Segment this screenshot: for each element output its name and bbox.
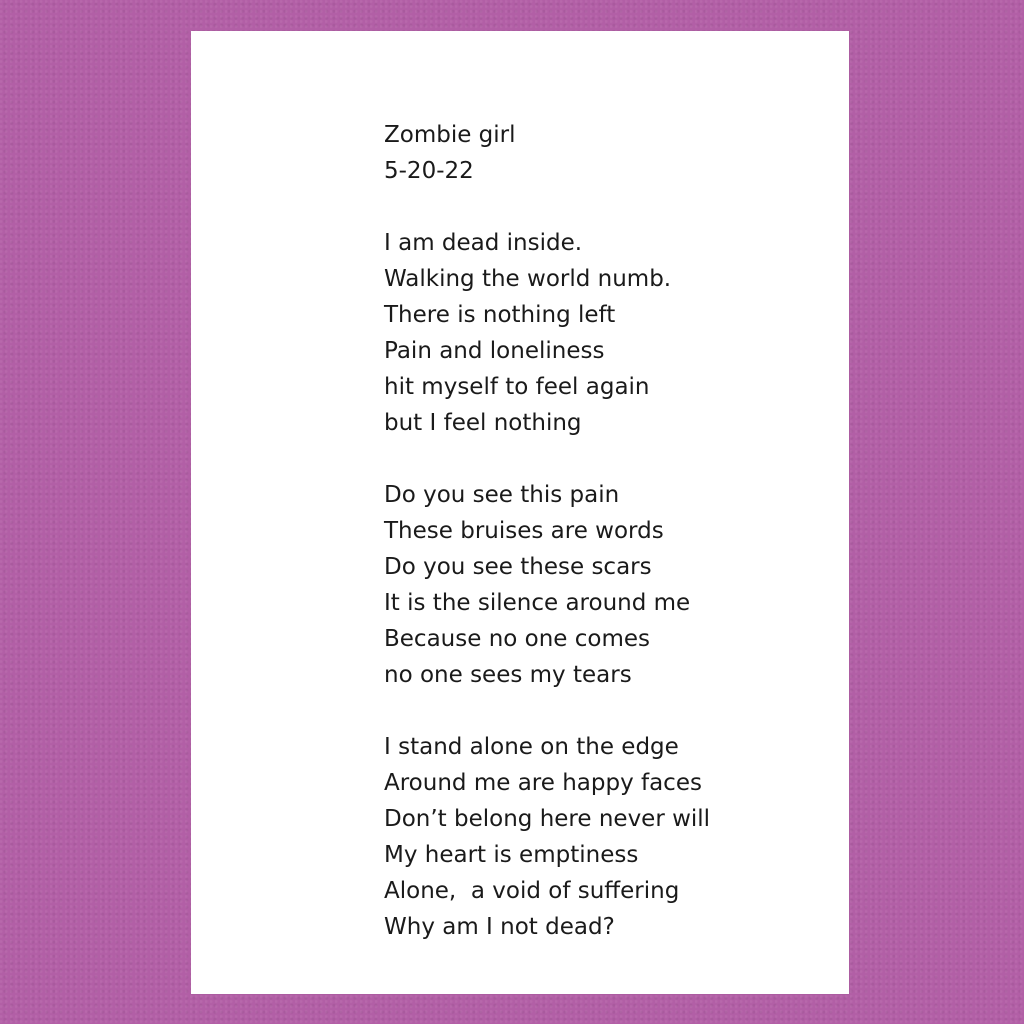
poem-line: Don’t belong here never will	[384, 806, 711, 832]
poem	[384, 117, 710, 945]
poem-line: Around me are happy faces	[384, 770, 702, 796]
poem-line: I am dead inside.	[384, 230, 583, 256]
poem-line: I stand alone on the edge	[384, 734, 679, 760]
poem-line: Alone, a void of suffering	[384, 878, 680, 904]
stanza-1	[384, 225, 710, 441]
poem-title: Zombie girl	[384, 122, 516, 148]
stanza-3	[384, 729, 710, 945]
poem-line: Walking the world numb.	[384, 266, 672, 292]
poem-line: Do you see these scars	[384, 554, 652, 580]
poem-line: hit myself to feel again	[384, 374, 650, 400]
stanza-gap	[384, 693, 710, 729]
poem-line: My heart is emptiness	[384, 842, 639, 868]
poem-line: These bruises are words	[384, 518, 664, 544]
poem-line: Pain and loneliness	[384, 338, 605, 364]
poem-line: Because no one comes	[384, 626, 651, 652]
poem-line: but I feel nothing	[384, 410, 582, 436]
stanza-gap	[384, 441, 710, 477]
stanza-2	[384, 477, 710, 693]
poem-date: 5-20-22	[384, 158, 474, 184]
poem-line: It is the silence around me	[384, 590, 691, 616]
poem-header	[384, 117, 710, 189]
poem-line: no one sees my tears	[384, 662, 632, 688]
stanza-gap	[384, 189, 710, 225]
poem-line: There is nothing left	[384, 302, 616, 328]
poem-line: Do you see this pain	[384, 482, 620, 508]
poem-line: Why am I not dead?	[384, 914, 615, 940]
